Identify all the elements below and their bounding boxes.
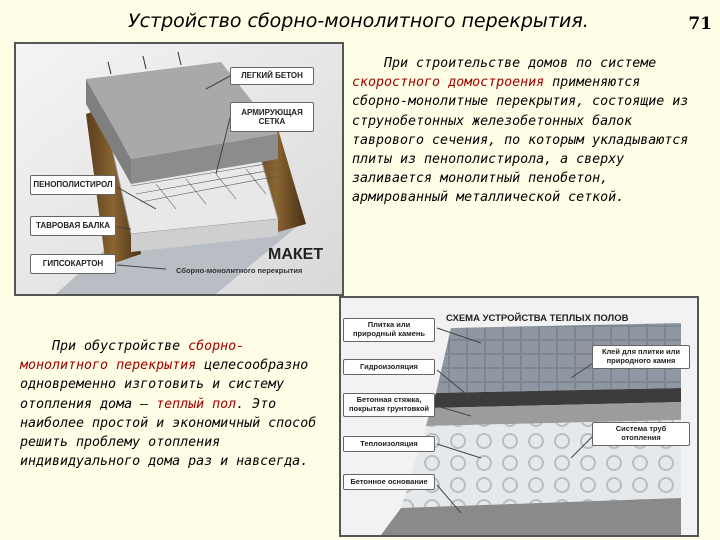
paragraph-right-text-1: При строительстве домов по системе xyxy=(352,56,665,71)
maket-caption: МАКЕТ xyxy=(268,246,324,263)
label-reinforcing-mesh: АРМИРУЮЩАЯ СЕТКА xyxy=(230,102,314,132)
label-drywall: ГИПСОКАРТОН xyxy=(30,254,116,274)
label-screed: Бетонная стяжка, покрытая грунтовкой xyxy=(343,393,435,417)
paragraph-left-text-2: целесообразно одновременно изготовить и систему отопления дома — xyxy=(20,358,309,412)
paragraph-right-highlight: скоростного домостроения xyxy=(352,75,545,91)
label-polystyrene: ПЕНОПОЛИСТИРОЛ xyxy=(30,175,116,195)
paragraph-right xyxy=(352,54,697,208)
paragraph-left-text-1: При обустройстве xyxy=(20,339,189,354)
paragraph-right-text-2: применяются сборно-монолитные перекрытия, состоящие из струнобетонных железобетонных балок таврового сечения, по которым укладываются плиты из пенополистирола, а сверху заливается монолитный пенобетон, армированный металлической сеткой. xyxy=(352,75,689,206)
label-light-concrete: ЛЕГКИЙ БЕТОН xyxy=(230,67,314,85)
label-waterproofing: Гидроизоляция xyxy=(343,359,435,375)
paragraph-left xyxy=(20,337,320,471)
slide-number: 71 xyxy=(688,14,712,34)
label-t-beam: ТАВРОВАЯ БАЛКА xyxy=(30,216,116,236)
label-pipes: Система труб отопления xyxy=(592,422,690,446)
label-base: Бетонное основание xyxy=(343,474,435,490)
paragraph-left-highlight-2: теплый пол xyxy=(156,396,237,412)
label-insulation: Теплоизоляция xyxy=(343,436,435,452)
paragraph-left-highlight-1: сборно-монолитного перекрытия xyxy=(20,339,245,374)
paragraph-left-text-3: . Это наиболее простой и экономичный способ решить проблему отопления индивидуального дома раз и навсегда. xyxy=(20,396,317,470)
floor-scheme-title: СХЕМА УСТРОЙСТВА ТЕПЛЫХ ПОЛОВ xyxy=(446,313,629,324)
maket-caption-sub: Сборно-монолитного перекрытия xyxy=(176,266,303,275)
label-glue: Клей для плитки или природного камня xyxy=(592,345,690,369)
label-tile: Плитка или природный камень xyxy=(343,318,435,342)
slide-title: Устройство сборно-монолитного перекрытия. xyxy=(128,10,589,32)
